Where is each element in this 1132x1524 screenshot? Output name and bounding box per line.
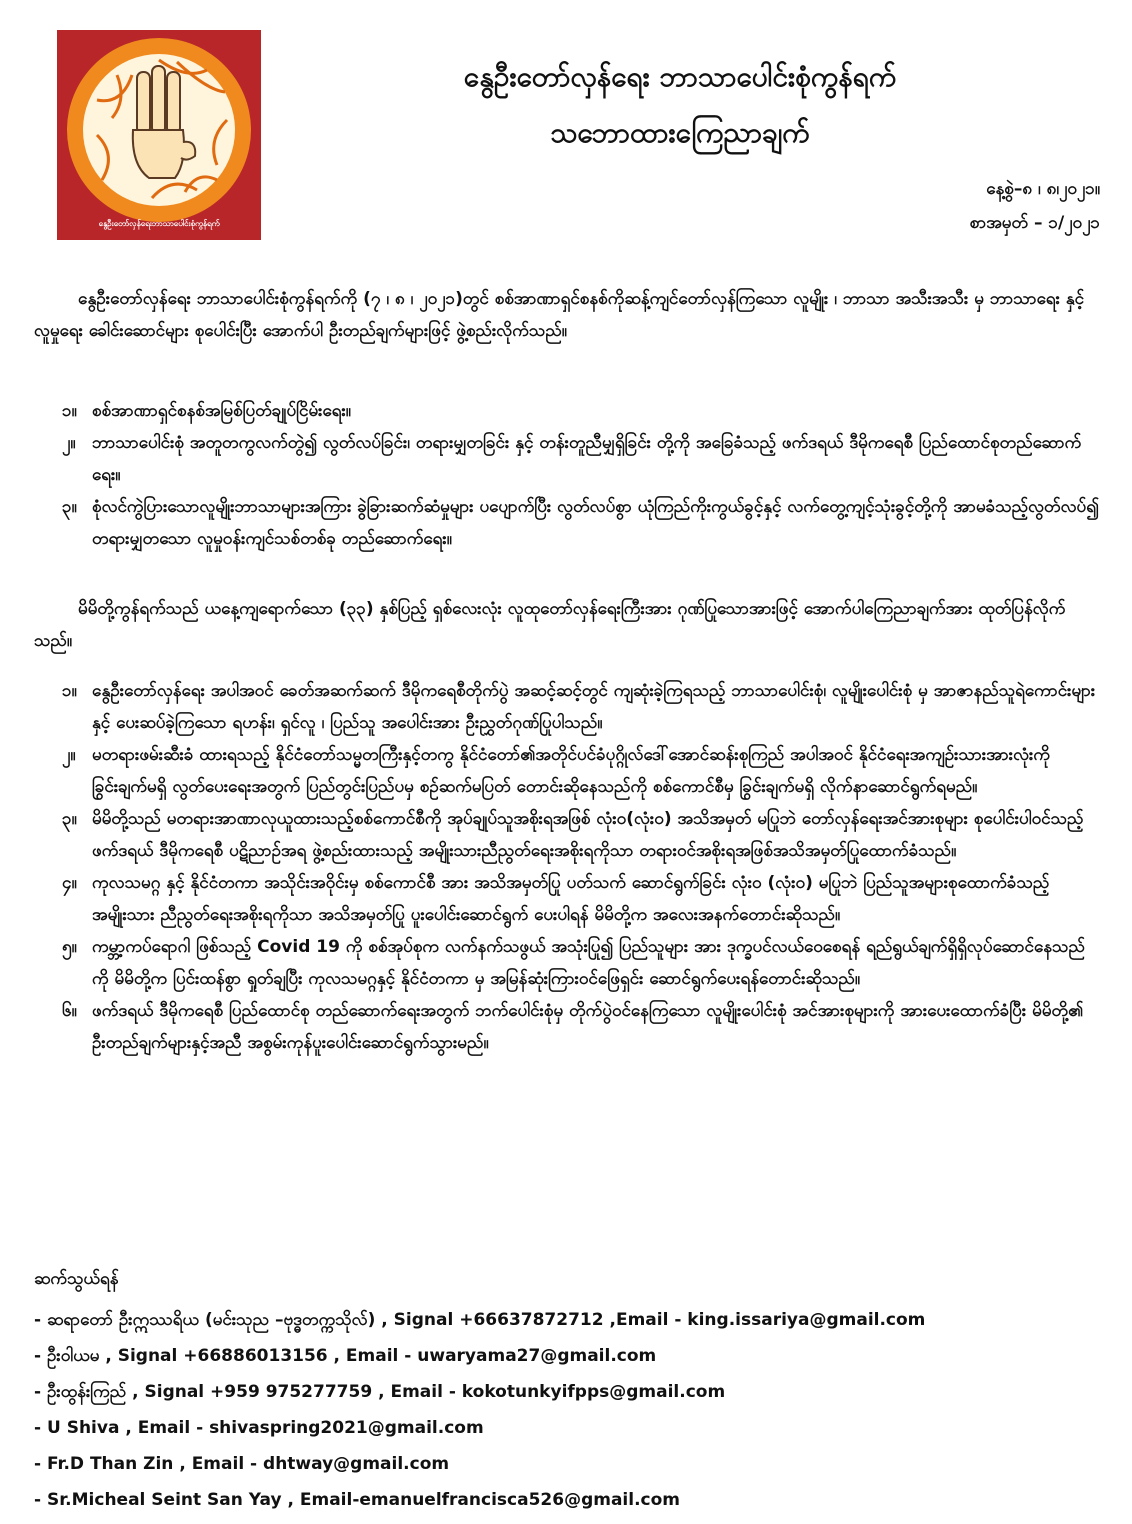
list-text: စုံလင်ကွဲပြားသောလူမျိုးဘာသာများအကြား ခွဲခြားဆက်ဆံမှုများ ပပျောက်ပြီး လွတ်လပ်စွာ ယုံကြည်ကိုးကွယ်ခွင့်နှင့် လက်တွေ့ကျင့်သုံးခွင့်တို့ကို အာမခံသည့်လွတ်လပ်၍ တရားမျှတသော လူမှုဝန်းကျင်သစ်တစ်ခု တည်ဆောက်ရေး။	[92, 497, 1099, 549]
contacts-list	[34, 1302, 925, 1518]
list-text: ကုလသမဂ္ဂ နှင့် နိုင်ငံတကာ အသိုင်းအဝိုင်းမှ စစ်ကောင်စီ အား အသိအမှတ်ပြု ပတ်သက် ဆောင်ရွက်ခြင်း လုံး၀ (လုံး၀) မပြုဘဲ ပြည်သူအများစုထောက်ခံသည့် အမျိုးသား ညီညွတ်ရေးအစိုးရကိုသာ အသိအမှတ်ပြု ပူးပေါင်းဆောင်ရွက် ပေးပါရန် မိမိတို့က အလေးအနက်တောင်းဆိုသည်။	[92, 873, 1050, 925]
list-item	[0, 427, 1132, 491]
list-number: ၅။	[62, 937, 77, 957]
contact-item: - ဆရာတော် ဦးဣဿရိယ (မင်းသုည –ဗုဒ္ဓတက္ကသိုလ်) , Signal +66637872712 ,Email - king.issariya@gmail.com	[34, 1310, 926, 1330]
contacts-heading: ဆက်သွယ်ရန်	[34, 1269, 119, 1289]
list-number: ၁။	[62, 401, 77, 421]
list-item	[0, 995, 1132, 1059]
contact-item: - U Shiva , Email - shivaspring2021@gmail.com	[34, 1418, 484, 1438]
three-finger-salute-icon	[57, 30, 261, 240]
page-subtitle: သဘောထားကြေညာချက်	[550, 116, 810, 149]
list-text: ကမ္ဘာ့ကပ်ရောဂါ ဖြစ်သည့် Covid 19 ကို စစ်အုပ်စုက လက်နက်သဖွယ် အသုံးပြု၍ ပြည်သူများ အား ဒုက္ခပင်လယ်ဝေစေရန် ရည်ရွယ်ချက်ရှိရှိလုပ်ဆောင်နေသည်ကို မိမိတို့က ပြင်းထန်စွာ ရှုတ်ချပြီး ကုလသမဂ္ဂနှင့် နိုင်ငံတကာ မှ အမြန်ဆုံးကြားဝင်ဖြေရှင်း ဆောင်ရွက်ပေးရန်တောင်းဆိုသည်။	[92, 937, 1085, 989]
objectives-list	[0, 395, 1132, 555]
list-number: ၆။	[62, 1001, 77, 1021]
announcement-paragraph: မိမိတို့ကွန်ရက်သည် ယနေ့ကျရောက်သော (၃၃) နှစ်ပြည့် ရှစ်လေးလုံး လူထုတော်လှန်ရေးကြီးအား ဂုဏ်ပြုသောအားဖြင့် အောက်ပါကြေညာချက်အား ထုတ်ပြန်လိုက်သည်။	[34, 599, 1066, 651]
contact-item: - Fr.D Than Zin , Email - dhtway@gmail.com	[34, 1454, 450, 1474]
network-logo	[57, 30, 261, 240]
statement-date: နေ့စွဲ–၈ ၊ ၈၊၂၀၂၁။	[986, 179, 1100, 199]
list-number: ၂။	[62, 745, 76, 765]
list-item	[0, 739, 1132, 803]
list-item	[0, 395, 1132, 427]
list-text: မိမိတို့သည် မတရားအာဏာလုယူထားသည့်စစ်ကောင်စီကို အုပ်ချုပ်သူအစိုးရအဖြစ် လုံး၀(လုံး၀) အသိအမှတ် မပြုဘဲ တော်လှန်ရေးအင်အားစုများ စုပေါင်းပါဝင်သည့် ဖက်ဒရယ် ဒီမိုကရေစီ ပဋိညာဉ်အရ ဖွဲ့စည်းထားသည့် အမျိုးသားညီညွတ်ရေးအစိုးရကိုသာ တရားဝင်အစိုးရအဖြစ်အသိအမှတ်ပြုထောက်ခံသည်။	[92, 809, 1084, 861]
list-text: ဖက်ဒရယ် ဒီမိုကရေစီ ပြည်ထောင်စု တည်ဆောက်ရေးအတွက် ဘက်ပေါင်းစုံမှ တိုက်ပွဲဝင်နေကြသော လူမျိုးပေါင်းစုံ အင်အားစုများကို အားပေးထောက်ခံပြီး မိမိတို့၏ ဦးတည်ချက်များနှင့်အညီ အစွမ်းကုန်ပူးပေါင်းဆောင်ရွက်သွားမည်။	[92, 1001, 1084, 1053]
list-number: ၁။	[62, 681, 77, 701]
contact-item: - ဦးထွန်းကြည် , Signal +959 975277759 , Email - kokotunkyifpps@gmail.com	[34, 1382, 726, 1402]
logo-caption: နွေဦးတော်လှန်ရေးဘာသာပေါင်းစုံကွန်ရက်	[98, 219, 220, 228]
list-number: ၃။	[62, 497, 77, 517]
reference-number: စာအမှတ် – ၁/၂၀၂၁	[969, 213, 1100, 233]
list-text: မတရားဖမ်းဆီးခံ ထားရသည့် နိုင်ငံတော်သမ္မတကြီးနှင့်တကွ နိုင်ငံတော်၏အတိုင်ပင်ခံပုဂ္ဂိုလ်ဒေါ်အောင်ဆန်းစုကြည် အပါအဝင် နိုင်ငံရေးအကျဉ်းသားအားလုံးကိုခြွင်းချက်မရှိ လွတ်ပေးရေးအတွက် ပြည်တွင်းပြည်ပမှ စဉ်ဆက်မပြတ် တောင်းဆိုနေသည်ကို စစ်ကောင်စီမှ ခြွင်းချက်မရှိ လိုက်နာဆောင်ရွက်ရမည်။	[92, 745, 1051, 797]
list-number: ၂။	[62, 433, 76, 453]
list-item	[0, 491, 1132, 555]
contact-item: - ဦးဝါယမ , Signal +66886013156 , Email - uwaryama27@gmail.com	[34, 1346, 657, 1366]
list-number: ၃။	[62, 809, 77, 829]
page-title: နွေဦးတော်လှန်ရေး ဘာသာပေါင်းစုံကွန်ရက်	[463, 60, 897, 93]
list-item	[0, 931, 1132, 995]
list-item	[0, 675, 1132, 739]
list-number: ၄။	[62, 873, 77, 893]
list-text: စစ်အာဏာရှင်စနစ်အမြစ်ပြတ်ချုပ်ငြိမ်းရေး။	[92, 401, 351, 421]
list-text: နွေဦးတော်လှန်ရေး အပါအဝင် ခေတ်အဆက်ဆက် ဒီမိုကရေစီတိုက်ပွဲ အဆင့်ဆင့်တွင် ကျဆုံးခဲ့ကြရသည့် ဘာသာပေါင်းစုံ၊ လူမျိုးပေါင်းစုံ မှ အာဇာနည်သူရဲကောင်းများ နှင့် ပေးဆပ်ခဲ့ကြသော ရဟန်း၊ ရှင်လူ ၊ ပြည်သူ အပေါင်းအား ဦးညွှတ်ဂုဏ်ပြုပါသည်။	[92, 681, 1096, 733]
declarations-list	[0, 675, 1132, 1059]
intro-paragraph: နွေဦးတော်လှန်ရေး ဘာသာပေါင်းစုံကွန်ရက်ကို (၇ ၊ ၈ ၊ ၂၀၂၁)တွင် စစ်အာဏာရှင်စနစ်ကိုဆန့်ကျင်တော်လှန်ကြသော လူမျိုး ၊ ဘာသာ အသီးအသီး မှ ဘာသာရေး နှင့်လူမှုရေး ခေါင်းဆောင်များ စုပေါင်းပြီး အောက်ပါ ဦးတည်ချက်များဖြင့် ဖွဲ့စည်းလိုက်သည်။	[34, 289, 1085, 341]
list-item	[0, 867, 1132, 931]
list-item	[0, 803, 1132, 867]
contact-item: - Sr.Micheal Seint San Yay , Email-emanuelfrancisca526@gmail.com	[34, 1490, 680, 1510]
list-text: ဘာသာပေါင်းစုံ အတူတကွလက်တွဲ၍ လွတ်လပ်ခြင်း၊ တရားမျှတခြင်း နှင့် တန်းတူညီမျှရှိခြင်း တို့ကို အခြေခံသည့် ဖက်ဒရယ် ဒီမိုကရေစီ ပြည်ထောင်စုတည်ဆောက်ရေး။	[92, 433, 1082, 485]
